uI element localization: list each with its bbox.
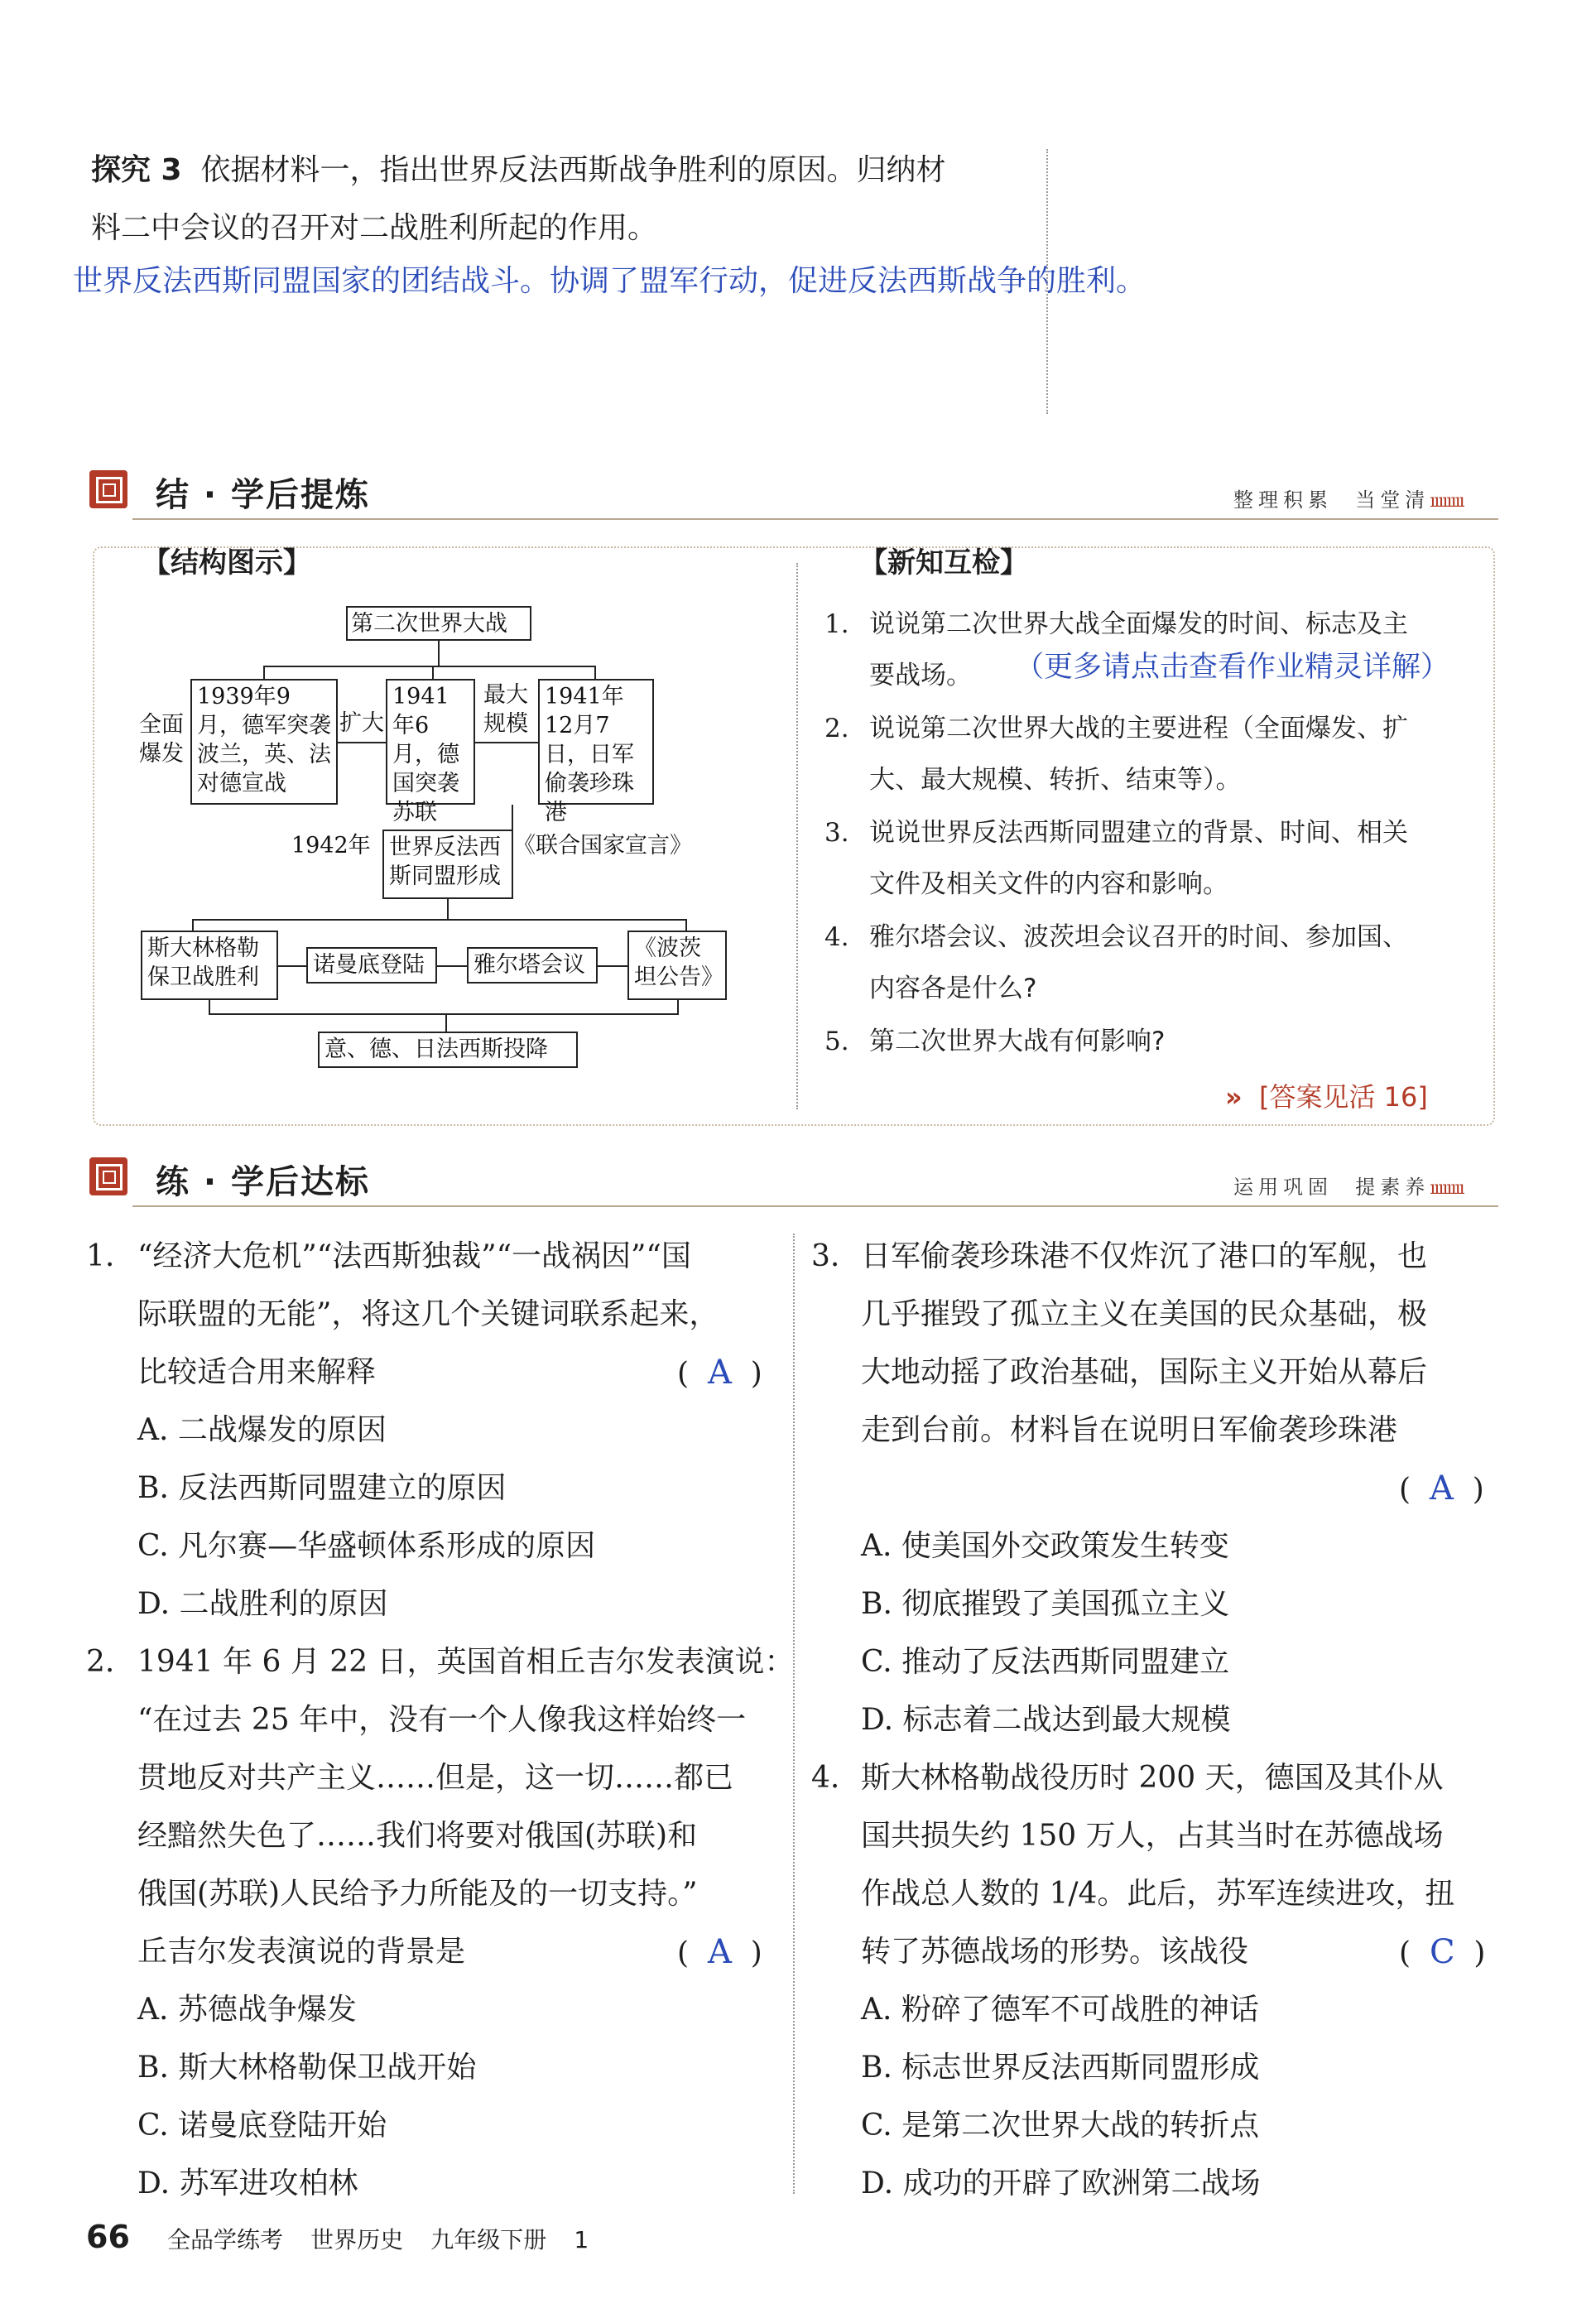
section2-title: 练 · 学后达标 [156, 1163, 371, 1201]
diagram-box3: 1941年12月7日，日军偷袭珍珠港 [538, 679, 654, 805]
diagram-potsdam: 《波茨坦公告》 [627, 931, 727, 1000]
option: C. 凡尔赛—华盛顿体系形成的原因 [137, 1529, 596, 1563]
explore-question [91, 142, 1043, 199]
section-icon [89, 470, 127, 508]
option: B. 彻底摧毁了美国孤立主义 [861, 1587, 1230, 1621]
footer-book: 全品学练考 [166, 2226, 283, 2253]
check-item: 1. [824, 609, 849, 639]
option: D. 苏军进攻柏林 [137, 2167, 358, 2200]
option: A. 二战爆发的原因 [137, 1413, 387, 1447]
diagram-label-max: 最大规模 [483, 682, 528, 737]
option: A. 苏德战争爆发 [137, 1993, 357, 2027]
check-item: 2. [824, 714, 849, 743]
answer-value: A [707, 1354, 732, 1392]
answer-bracket: ( C ) [1399, 1933, 1486, 1971]
page-footer [86, 2219, 589, 2255]
answer-bracket: ( A ) [677, 1933, 762, 1971]
diagram-normandy: 诺曼底登陆 [306, 947, 437, 984]
section1-tag: 整理积累 当堂清ıııııııı [1233, 488, 1464, 512]
diagram-stalingrad: 斯大林格勒保卫战胜利 [141, 931, 278, 1000]
check-item-line: 文件及相关文件的内容和影响。 [869, 869, 1228, 899]
margin-divider [1046, 149, 1048, 414]
option: A. 粉碎了德军不可战胜的神话 [861, 1993, 1259, 2027]
more-details-link[interactable]: （更多请点击查看作业精灵详解） [1015, 651, 1450, 684]
page-number: 66 [86, 2219, 130, 2255]
diagram-label-expand: 扩大 [339, 710, 384, 736]
answer-value: A [707, 1933, 732, 1971]
double-chevron-icon: » [1225, 1081, 1243, 1113]
check-item-line: 说说第二次世界大战全面爆发的时间、标志及主 [869, 609, 1408, 639]
diagram-declaration: 《联合国家宣言》 [513, 833, 692, 858]
structure-title: 【结构图示】 [142, 546, 311, 580]
answer-bracket: ( A ) [1399, 1469, 1484, 1508]
section1-title: 结 · 学后提炼 [156, 476, 371, 514]
option: C. 是第二次世界大战的转折点 [861, 2109, 1260, 2143]
option: A. 使美国外交政策发生转变 [861, 1529, 1229, 1563]
option: B. 标志世界反法西斯同盟形成 [861, 2051, 1260, 2085]
answer-value: C [1429, 1933, 1455, 1971]
explore-label: 探究 3 [91, 153, 182, 187]
check-item-line: 第二次世界大战有何影响? [869, 1027, 1166, 1056]
diagram-year-1942: 1942年 [291, 833, 371, 858]
section2-rule [132, 1205, 1498, 1207]
diagram-alliance: 世界反法西斯同盟形成 [382, 830, 513, 899]
section2-tag1: 运用巩固 [1233, 1176, 1333, 1199]
answer-reference[interactable]: » [答案见活 16] [1225, 1081, 1428, 1113]
option: D. 成功的开辟了欧洲第二战场 [861, 2167, 1261, 2200]
section-icon [89, 1157, 127, 1195]
option: D. 二战胜利的原因 [137, 1587, 388, 1621]
check-item-line: 大、最大规模、转折、结束等）。 [869, 765, 1242, 795]
footer-subject: 世界历史 [310, 2226, 404, 2253]
diagram-box1: 1939年9月，德军突袭波兰，英、法对德宣战 [190, 679, 338, 805]
summary-divider [796, 563, 798, 1109]
answer-bracket: ( A ) [677, 1354, 762, 1392]
check-item: 4. [824, 922, 849, 952]
check-item-line: 说说世界反法西斯同盟建立的背景、时间、相关 [869, 818, 1408, 848]
explore-line2: 料二中会议的召开对二战胜利所起的作用。 [91, 211, 658, 245]
section1-rule [132, 518, 1498, 520]
footer-volume: 1 [574, 2226, 589, 2253]
option: C. 推动了反法西斯同盟建立 [861, 1645, 1230, 1679]
section2-tag: 运用巩固 提素养ıııııııı [1233, 1176, 1464, 1199]
diagram-box2: 1941年6月，德国突袭苏联 [386, 679, 475, 805]
check-item-line: 雅尔塔会议、波茨坦会议召开的时间、参加国、 [869, 922, 1408, 952]
diagram-label-full: 全面爆发 [139, 712, 184, 767]
section1-tag1: 整理积累 [1233, 488, 1333, 512]
check-item-line: 内容各是什么? [869, 974, 1037, 1003]
section1-tag2: 当堂清 [1355, 488, 1430, 512]
section2-tag2: 提素养 [1355, 1176, 1430, 1199]
check-item: 5. [824, 1027, 849, 1056]
diagram-surrender: 意、德、日法西斯投降 [318, 1032, 578, 1068]
footer-grade: 九年级下册 [430, 2226, 547, 2253]
column-divider [793, 1234, 795, 2194]
explore-line1: 依据材料一，指出世界反法西斯战争胜利的原因。归纳材 [200, 153, 946, 187]
option: D. 标志着二战达到最大规模 [861, 1703, 1231, 1737]
option: C. 诺曼底登陆开始 [137, 2109, 387, 2143]
check-title: 【新知互检】 [859, 546, 1028, 580]
check-item-line: 说说第二次世界大战的主要进程（全面爆发、扩 [869, 714, 1408, 743]
diagram-top: 第二次世界大战 [346, 606, 531, 641]
check-item: 3. [824, 818, 849, 848]
option: B. 反法西斯同盟建立的原因 [137, 1471, 507, 1505]
diagram-yalta: 雅尔塔会议 [467, 947, 598, 984]
answer-value: A [1429, 1469, 1454, 1508]
explore-answer: 世界反法西斯同盟国家的团结战斗。协调了盟军行动，促进反法西斯战争的胜利。 [73, 264, 1147, 298]
check-item-line: 要战场。 [869, 661, 972, 690]
option: B. 斯大林格勒保卫战开始 [137, 2051, 477, 2085]
